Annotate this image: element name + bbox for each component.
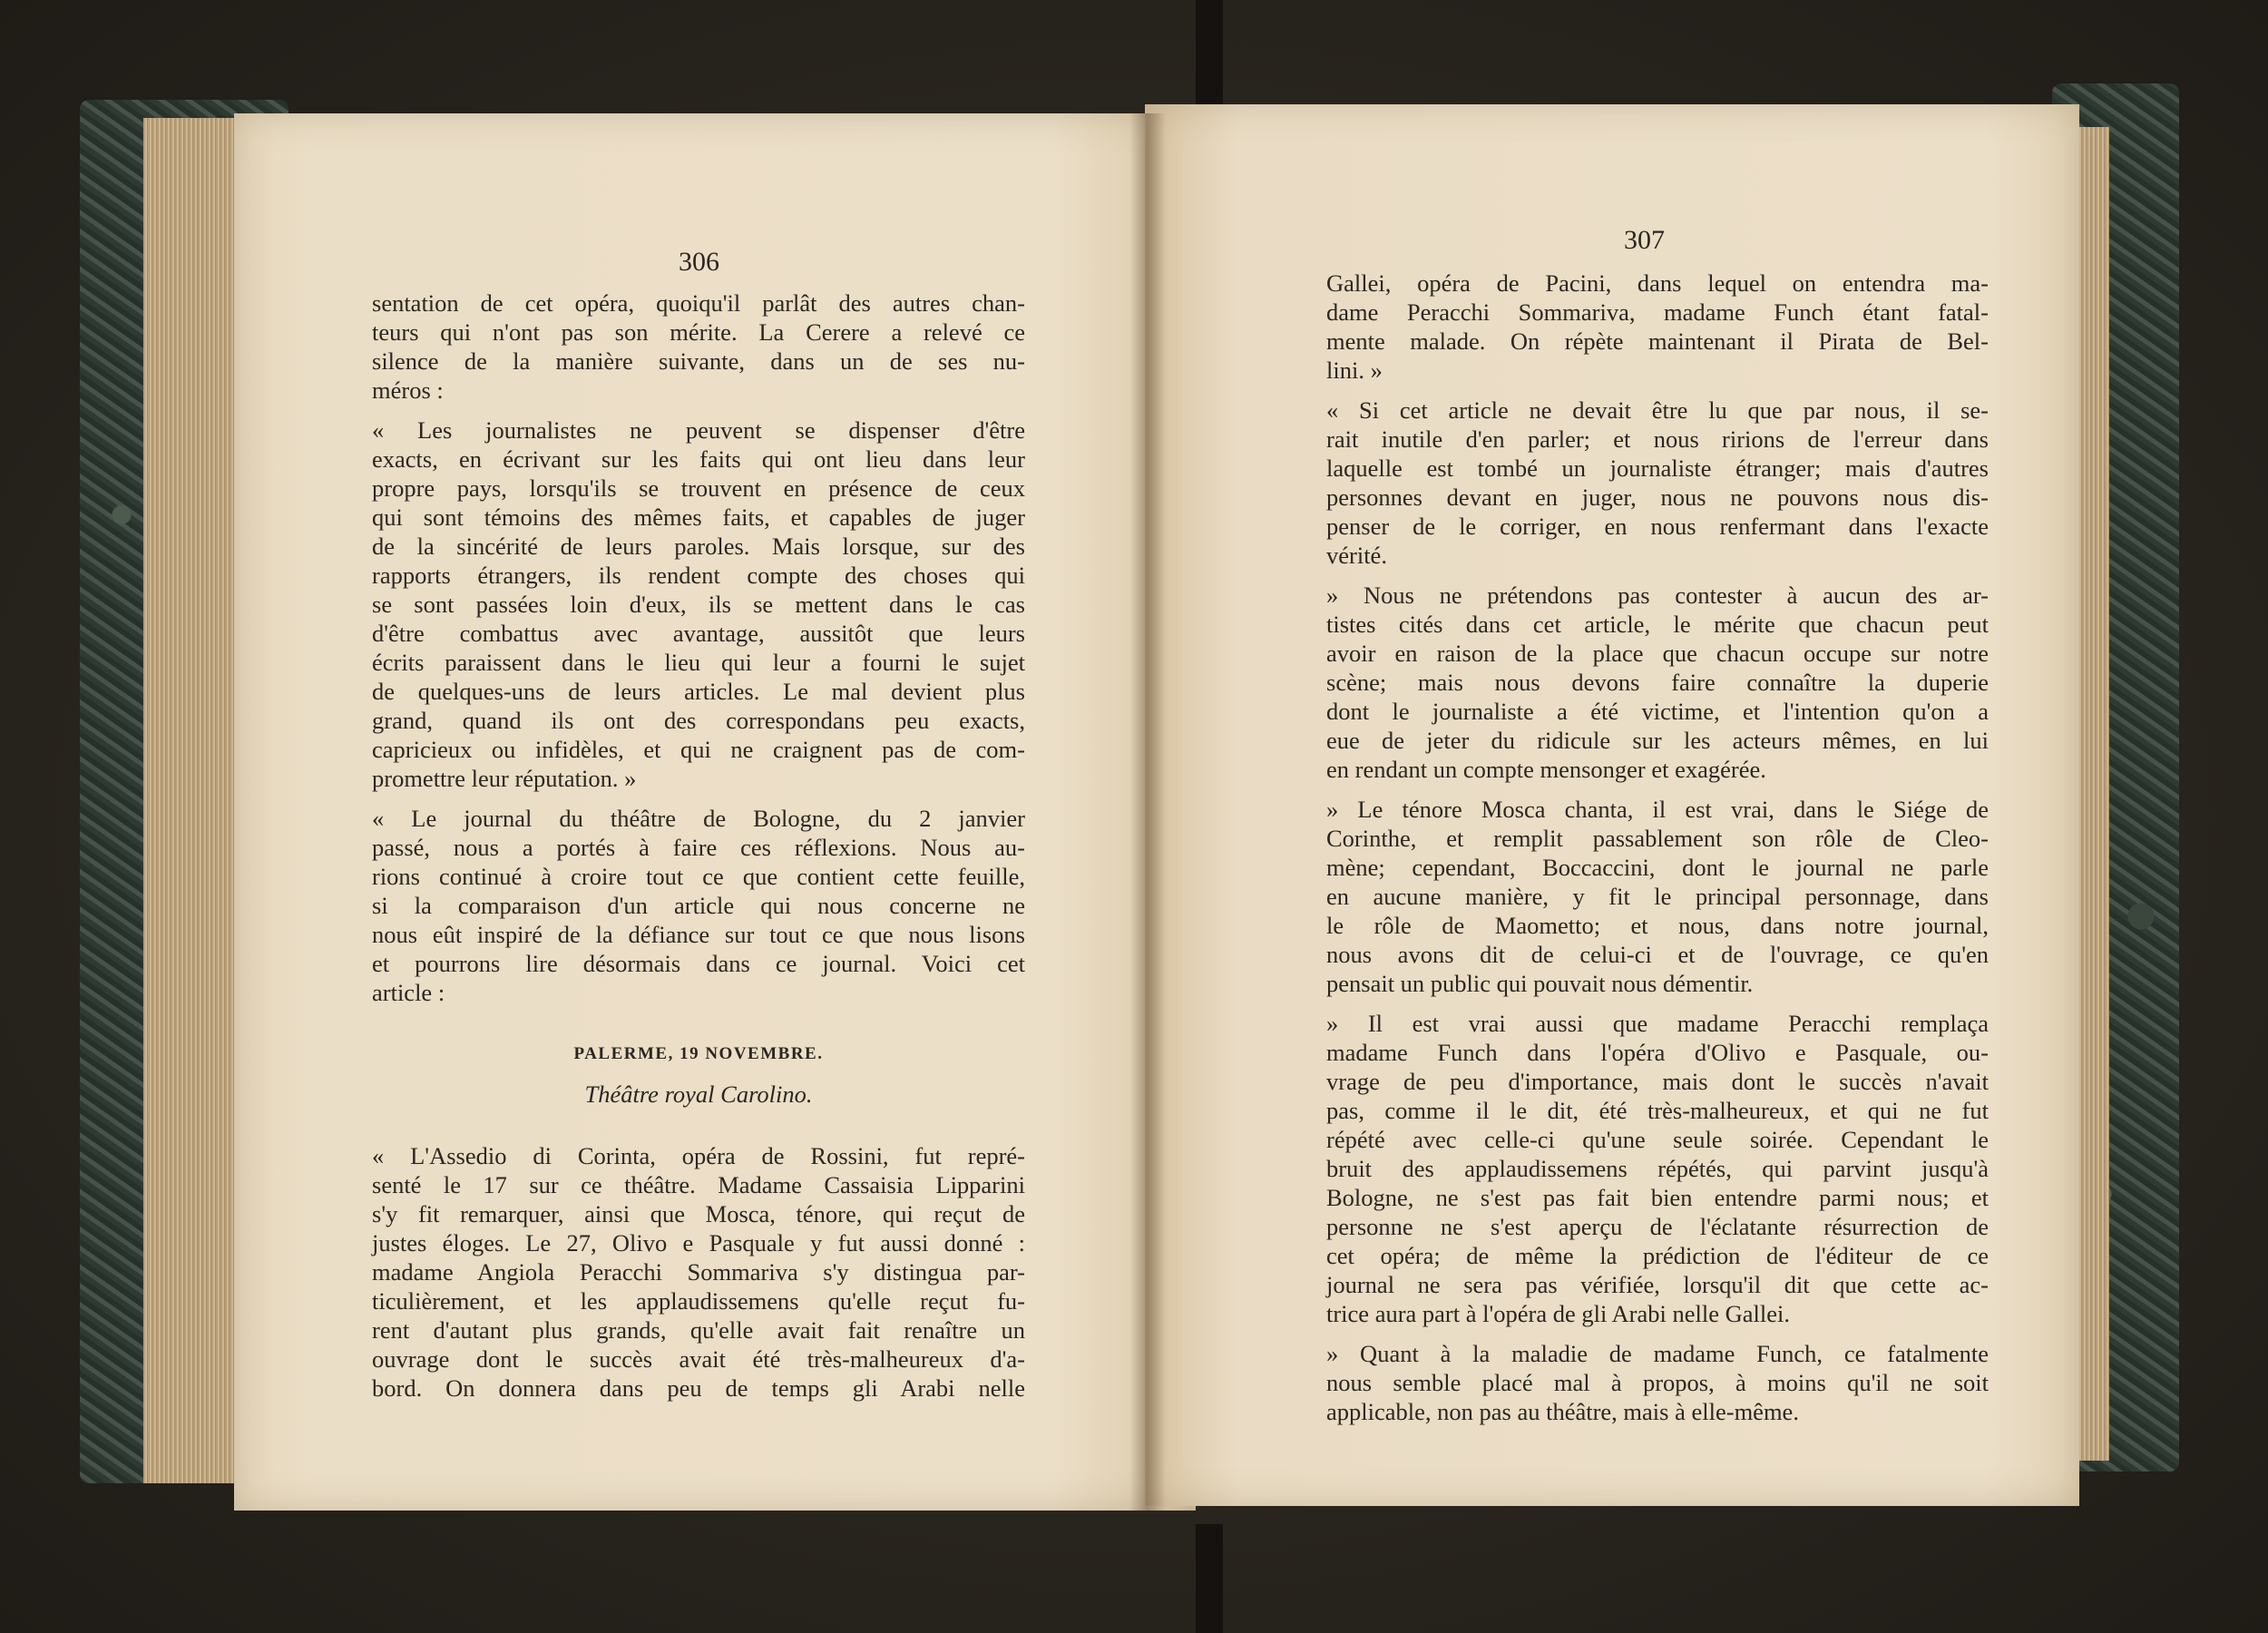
text-line: Corinthe, et remplit passablement son rôle de Cleo- (1326, 825, 1989, 852)
text-line: Gallei, opéra de Pacini, dans lequel on entendra ma- (1326, 269, 1989, 297)
text-line: écrits paraissent dans le lieu qui leur a fourni le sujet (372, 649, 1025, 676)
section-heading (372, 1080, 1025, 1109)
text-line: trice aura part à l'opéra de gli Arabi nelle Gallei. (1326, 1300, 1790, 1327)
text-line: passé, nous a portés à faire ces réflexions. Nous au- (372, 834, 1025, 861)
book-spine (1129, 113, 1166, 1511)
text-line: avoir en raison de la place que chacun occupe sur notre (1326, 640, 1989, 667)
text-line: cet opéra; de même la prédiction de l'éditeur de ce (1326, 1242, 1989, 1269)
text-line: capricieux ou infidèles, et qui ne craignent pas de com- (372, 736, 1025, 763)
text-line: se sont passées loin d'eux, ils se mettent dans le cas (372, 591, 1025, 618)
text-line: méros : (372, 376, 444, 404)
text-line: de quelques-uns de leurs articles. Le mal devient plus (372, 678, 1025, 705)
text-line: personne ne s'est aperçu de l'éclatante résurrection de (1326, 1213, 1989, 1240)
text-line: « Les journalistes ne peuvent se dispenser d'être (372, 416, 1025, 444)
text-line: silence de la manière suivante, dans un de ses nu- (372, 347, 1025, 375)
text-line: « Le journal du théâtre de Bologne, du 2 janvier (372, 805, 1025, 832)
section-heading-text: Théâtre royal Carolino. (584, 1081, 813, 1108)
text-line: sentation de cet opéra, quoiqu'il parlât des autres chan- (372, 289, 1025, 317)
text-line: madame Angiola Peracchi Sommariva s'y distingua par- (372, 1258, 1025, 1286)
text-line: » Le ténore Mosca chanta, il est vrai, dans le Siége de (1326, 796, 1989, 823)
text-line: penser de le corriger, en nous renfermant dans l'exacte (1326, 513, 1989, 540)
text-line: « Si cet article ne devait être lu que par nous, il se- (1326, 396, 1989, 424)
text-line: tistes cités dans cet article, le mérite que chacun peut (1326, 611, 1989, 638)
text-line: personnes devant en juger, nous ne pouvons nous dis- (1326, 484, 1989, 511)
text-line: eue de jeter du ridicule sur les acteurs mêmes, en lui (1326, 727, 1989, 754)
text-line: le rôle de Maometto; et nous, dans notre journal, (1326, 912, 1989, 939)
text-line: laquelle est tombé un journaliste étranger; mais d'autres (1326, 455, 1989, 482)
text-line: pas, comme il le dit, été très-malheureux, et qui ne fut (1326, 1097, 1989, 1124)
text-line: promettre leur réputation. » (372, 765, 637, 792)
page-edges-left (143, 118, 243, 1483)
text-line: rait inutile d'en parler; et nous ririons de l'erreur dans (1326, 425, 1989, 453)
text-line: mente malade. On répète maintenant il Pirata de Bel- (1326, 328, 1989, 355)
text-line: si la comparaison d'un article qui nous concerne ne (372, 892, 1025, 919)
text-line: en aucune manière, y fit le principal personnage, dans (1326, 883, 1989, 910)
text-line: « L'Assedio di Corinta, opéra de Rossini, fut repré- (372, 1142, 1025, 1169)
text-line: rapports étrangers, ils rendent compte des choses qui (372, 562, 1025, 589)
text-line: exacts, en écrivant sur les faits qui ont lieu dans leur (372, 445, 1025, 473)
right-page-text (1326, 269, 1989, 1426)
text-line: en rendant un compte mensonger et exagérée. (1326, 756, 1766, 783)
text-line: grand, quand ils ont des correspondans peu exacts, (372, 707, 1025, 734)
text-line: qui sont témoins des mêmes faits, et capables de juger (372, 504, 1025, 531)
text-line: rions continué à croire tout ce que contient cette feuille, (372, 863, 1025, 890)
text-line: nous semble placé mal à propos, à moins qu'il ne soit (1326, 1369, 1989, 1396)
scan-clip-bottom (1196, 1524, 1223, 1633)
text-line: ticulièrement, et les applaudissemens qu'elle reçut fu- (372, 1287, 1025, 1315)
text-line: Bologne, ne s'est pas fait bien entendre parmi nous; et (1326, 1184, 1989, 1211)
text-line: madame Funch dans l'opéra d'Olivo e Pasquale, ou- (1326, 1039, 1989, 1066)
text-line: » Il est vrai aussi que madame Peracchi remplaça (1326, 1010, 1989, 1037)
text-line: vrage de peu d'importance, mais dont le succès n'avait (1326, 1068, 1989, 1095)
text-line: senté le 17 sur ce théâtre. Madame Cassaisia Lipparini (372, 1171, 1025, 1198)
text-line: d'être combattus avec avantage, aussitôt que leurs (372, 620, 1025, 647)
text-line: nous avons dit de celui-ci et de l'ouvrage, ce qu'en (1326, 941, 1989, 968)
text-line: dame Peracchi Sommariva, madame Funch étant fatal- (1326, 298, 1989, 326)
text-line: mène; cependant, Boccaccini, dont le journal ne parle (1326, 854, 1989, 881)
text-line: bord. On donnera dans peu de temps gli Arabi nelle (372, 1374, 1025, 1402)
text-line: justes éloges. Le 27, Olivo e Pasquale y fut aussi donné : (372, 1229, 1025, 1257)
text-line: répété avec celle-ci qu'une seule soirée. Cependant le (1326, 1126, 1989, 1153)
text-line: article : (372, 979, 445, 1006)
text-line: propre pays, lorsqu'ils se trouvent en présence de ceux (372, 474, 1025, 502)
text-line: teurs qui n'ont pas son mérite. La Cerere a relevé ce (372, 318, 1025, 346)
text-line: nous eût inspiré de la défiance sur tout ce que nous lisons (372, 921, 1025, 948)
text-line: » Nous ne prétendons pas contester à aucun des ar- (1326, 582, 1989, 609)
text-line: journal ne sera pas vérifiée, lorsqu'il dit que cette ac- (1326, 1271, 1989, 1298)
text-line: » Quant à la maladie de madame Funch, ce fatalmente (1326, 1340, 1989, 1367)
text-line: lini. » (1326, 357, 1383, 384)
text-line: rent d'autant plus grands, qu'elle avait fait renaître un (372, 1316, 1025, 1344)
text-line: ouvrage dont le succès avait été très-malheureux d'a- (372, 1345, 1025, 1373)
text-line: applicable, non pas au théâtre, mais à elle-même. (1326, 1398, 1799, 1425)
right-page-number: 307 (1624, 225, 1665, 255)
text-line: de la sincérité de leurs paroles. Mais lorsque, sur des (372, 533, 1025, 560)
text-line: scène; mais nous devons faire connaître la duperie (1326, 669, 1989, 696)
left-page-number: 306 (679, 247, 719, 277)
dateline-heading: PALERME, 19 NOVEMBRE. (573, 1044, 824, 1063)
left-page-text (372, 288, 1025, 1403)
text-line: s'y fit remarquer, ainsi que Mosca, ténore, qui reçut de (372, 1200, 1025, 1227)
scan-clip-top (1196, 0, 1223, 118)
text-line: dont le journaliste a été victime, et l'intention qu'on a (1326, 698, 1989, 725)
text-line: vérité. (1326, 542, 1387, 569)
text-line: et pourrons lire désormais dans ce journal. Voici cet (372, 950, 1025, 977)
text-line: bruit des applaudissemens répétés, qui parvint jusqu'à (1326, 1155, 1989, 1182)
text-line: pensait un public qui pouvait nous démentir. (1326, 970, 1754, 997)
